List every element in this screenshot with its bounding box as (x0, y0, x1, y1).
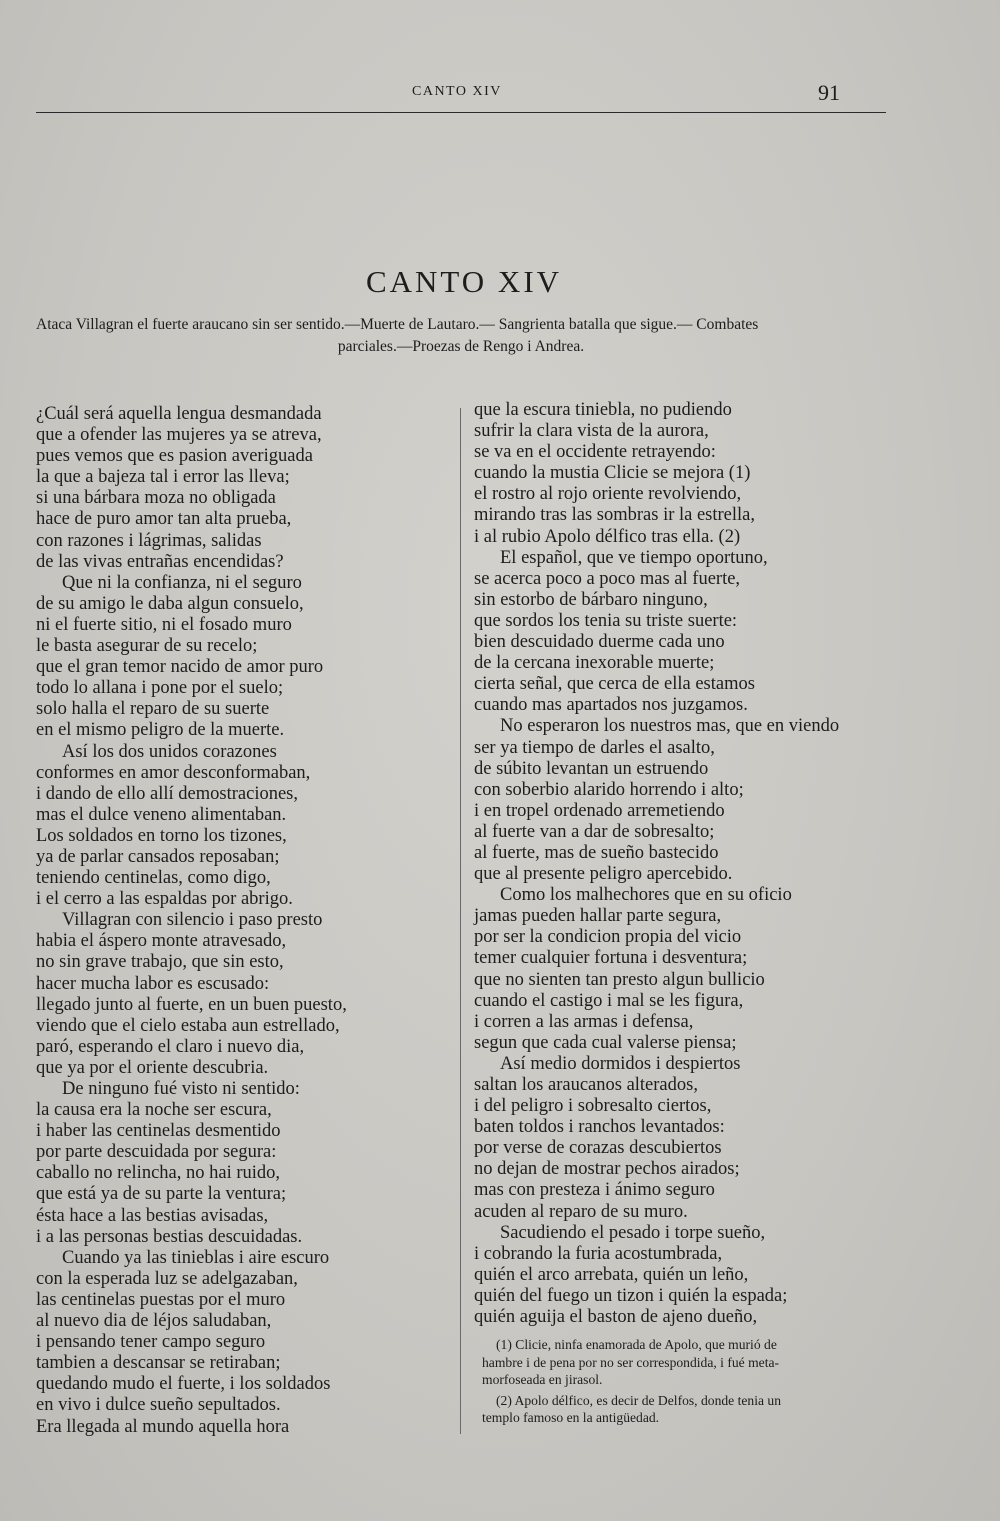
verse-line: al fuerte van a dar de sobresalto; (474, 821, 715, 842)
verse-line: i a las personas bestias descuidadas. (36, 1226, 303, 1247)
footnotes (482, 1336, 902, 1427)
verse-line: temer cualquier fortuna i desventura; (474, 948, 748, 969)
verse-line: Sacudiendo el pesado i torpe sueño, (500, 1222, 766, 1243)
chapter-title: CANTO XIV (365, 263, 563, 299)
verse-line: bien descuidado duerme cada uno (474, 632, 725, 653)
verse-line: caballo no relincha, no hai ruido, (36, 1163, 281, 1184)
verse-line: Así medio dormidos i despiertos (500, 1053, 741, 1074)
verse-line: todo lo allana i pone por el suelo; (36, 678, 284, 699)
verse-line: que ya por el oriente descubria. (36, 1057, 269, 1078)
chapter-summary (36, 314, 896, 358)
summary-line: Ataca Villagran el fuerte araucano sin ser sentido.—Muerte de Lautaro.— Sangrienta batalla que sigue.— Combates (36, 316, 759, 333)
footnote-line: hambre i de pena por no ser correspondida, i fué meta- (482, 1354, 780, 1370)
verse-line: i el cerro a las espaldas por abrigo. (36, 889, 293, 910)
verse-line: i al rubio Apolo délfico tras ella. (2) (474, 526, 741, 547)
verse-line: las centinelas puestas por el muro (36, 1289, 286, 1310)
verse-line: de su amigo le daba algun consuelo, (36, 593, 304, 614)
verse-line: Era llegada al mundo aquella hora (36, 1416, 290, 1437)
verse-line: por parte descuidada por segura: (36, 1142, 277, 1163)
verse-line: que sordos los tenia su triste suerte: (474, 610, 738, 631)
footnote-line: templo famoso en la antigüedad. (482, 1410, 660, 1425)
verse-line: Los soldados en torno los tizones, (36, 825, 287, 846)
verse-line: i dando de ello allí demostraciones, (36, 783, 299, 804)
verse-line: en el mismo peligro de la muerte. (36, 720, 285, 741)
verse-line: tambien a descansar se retiraban; (36, 1353, 281, 1374)
verse-line: con razones i lágrimas, salidas (36, 530, 262, 551)
verse-line: al fuerte, mas de sueño bastecido (474, 842, 719, 863)
verse-line: hacer mucha labor es escusado: (36, 973, 270, 994)
verse-line: por verse de corazas descubiertos (474, 1138, 722, 1159)
verse-line: quedando mudo el fuerte, i los soldados (36, 1374, 331, 1395)
verse-line: cuando mas apartados nos juzgamos. (474, 695, 748, 716)
verse-line: De ninguno fué visto ni sentido: (62, 1079, 300, 1099)
verse-line: pues vemos que es pasion averiguada (36, 446, 313, 467)
verse-line: saltan los araucanos alterados, (474, 1075, 698, 1095)
verse-line: cuando la mustia Clicie se mejora (1) (474, 463, 751, 484)
verse-line: que está ya de su parte la ventura; (36, 1184, 287, 1205)
verse-line: ¿Cuál será aquella lengua desmandada (36, 404, 322, 424)
column-divider (460, 408, 461, 1434)
verse-line: teniendo centinelas, como digo, (36, 868, 271, 889)
page-number: 91 (818, 80, 840, 105)
verse-line: por ser la condicion propia del vicio (474, 927, 742, 948)
verse-line: i pensando tener campo seguro (36, 1332, 266, 1353)
verse-line: de las vivas entrañas encendidas? (36, 551, 284, 572)
verse-line: quién aguija el baston de ajeno dueño, (474, 1307, 758, 1328)
verse-line: le basta asegurar de su recelo; (36, 636, 258, 657)
verse-line: mas con presteza i ánimo seguro (474, 1180, 715, 1201)
footnote-line: (1) Clicie, ninfa enamorada de Apolo, que murió de (496, 1337, 777, 1352)
header-rule (36, 112, 886, 113)
verse-line: llegado junto al fuerte, en un buen puesto, (36, 994, 347, 1015)
running-head (0, 80, 1000, 108)
verse-line: de súbito levantan un estruendo (474, 758, 709, 779)
verse-line: Como los malhechores que en su oficio (500, 885, 792, 906)
verse-line: viendo que el cielo estaba aun estrellado, (36, 1015, 340, 1036)
verse-line: quién el arco arrebata, quién un leño, (474, 1264, 749, 1285)
verse-line: mirando tras las sombras ir la estrella, (474, 505, 756, 526)
verse-line: el rostro al rojo oriente revolviendo, (474, 484, 742, 505)
verse-line: i corren a las armas i defensa, (474, 1011, 694, 1032)
verse-line: con la esperada luz se adelgazaban, (36, 1268, 298, 1289)
verse-line: se va en el occidente retrayendo: (474, 442, 716, 463)
verse-line: cuando el castigo i mal se les figura, (474, 990, 744, 1011)
verse-line: no sin grave trabajo, que sin esto, (36, 952, 284, 973)
verse-line: jamas pueden hallar parte segura, (474, 906, 722, 927)
footnote-line: (2) Apolo délfico, es decir de Delfos, donde tenia un (496, 1392, 782, 1408)
verse-line: segun que cada cual valerse piensa; (474, 1032, 737, 1053)
verse-line: El español, que ve tiempo oportuno, (500, 547, 768, 568)
footnote-line: morfoseada en jirasol. (482, 1372, 603, 1387)
verse-line: sufrir la clara vista de la aurora, (474, 421, 709, 442)
verse-line: no dejan de mostrar pechos airados; (474, 1159, 740, 1180)
right-column (474, 400, 904, 1328)
verse-line: paró, esperando el claro i nuevo dia, (36, 1036, 305, 1057)
verse-line: se acerca poco a poco mas al fuerte, (474, 568, 741, 589)
verse-line: acuden al reparo de su muro. (474, 1201, 688, 1222)
verse-line: que no sienten tan presto algun bullicio (474, 969, 765, 990)
verse-line: sin estorbo de bárbaro ninguno, (474, 589, 708, 610)
verse-line: ni el fuerte sitio, ni el fosado muro (36, 614, 292, 635)
verse-line: de la cercana inexorable muerte; (474, 653, 715, 674)
verse-line: Que ni la confianza, ni el seguro (62, 572, 302, 593)
verse-line: i cobrando la furia acostumbrada, (474, 1243, 723, 1264)
running-head-title: CANTO XIV (412, 84, 502, 99)
verse-line: ésta hace a las bestias avisadas, (36, 1205, 269, 1226)
verse-line: i haber las centinelas desmentido (36, 1121, 281, 1142)
verse-line: que al presente peligro apercebido. (474, 864, 733, 885)
verse-line: que el gran temor nacido de amor puro (36, 657, 324, 678)
verse-line: si una bárbara moza no obligada (36, 488, 276, 509)
verse-line: que a ofender las mujeres ya se atreva, (36, 425, 322, 446)
verse-line: con soberbio alarido horrendo i alto; (474, 779, 744, 800)
verse-line: habia el áspero monte atravesado, (36, 931, 287, 952)
verse-line: Cuando ya las tinieblas i aire escuro (62, 1247, 330, 1268)
verse-line: baten toldos i ranchos levantados: (474, 1117, 725, 1138)
verse-line: ya de parlar cansados reposaban; (36, 846, 280, 867)
verse-line: solo halla el reparo de su suerte (36, 699, 270, 720)
verse-line: que la escura tiniebla, no pudiendo (474, 400, 732, 420)
verse-line: en vivo i dulce sueño sepultados. (36, 1395, 281, 1416)
verse-line: No esperaron los nuestros mas, que en viendo (500, 716, 840, 737)
verse-line: la causa era la noche ser escura, (36, 1100, 272, 1121)
verse-line: mas el dulce veneno alimentaban. (36, 804, 287, 825)
verse-line: i en tropel ordenado arremetiendo (474, 800, 725, 821)
verse-line: la que a bajeza tal i error las lleva; (36, 467, 290, 488)
verse-line: cierta señal, que cerca de ella estamos (474, 674, 755, 695)
left-column (36, 404, 436, 1438)
verse-line: hace de puro amor tan alta prueba, (36, 509, 292, 530)
footnote (482, 1392, 902, 1427)
summary-line: parciales.—Proezas de Rengo i Andrea. (337, 338, 585, 355)
verse-line: Villagran con silencio i paso presto (62, 910, 323, 931)
verse-line: al nuevo dia de léjos saludaban, (36, 1311, 272, 1332)
verse-line: ser ya tiempo de darles el asalto, (474, 737, 715, 758)
verse-line: Así los dos unidos corazones (62, 741, 277, 762)
verse-line: i del peligro i sobresalto ciertos, (474, 1096, 712, 1117)
verse-line: conformes en amor desconformaban, (36, 762, 311, 783)
footnote (482, 1336, 902, 1389)
verse-line: quién del fuego un tizon i quién la espada; (474, 1285, 788, 1306)
